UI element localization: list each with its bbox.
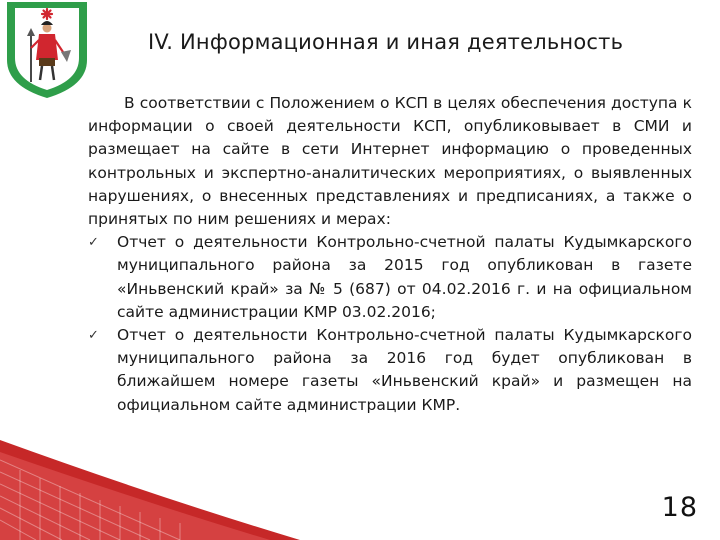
slide-title: IV. Информационная и иная деятельность — [148, 30, 624, 54]
coat-of-arms-icon — [1, 0, 93, 100]
corner-decoration — [0, 440, 360, 540]
body-text — [88, 92, 692, 417]
check-mark-icon: ✓ — [88, 235, 99, 251]
list-item — [88, 324, 692, 417]
check-mark-icon: ✓ — [88, 328, 99, 344]
intro-paragraph: В соответствии с Положением о КСП в целях обеспечения доступа к информации о своей деятельности КСП, опубликовывает в СМИ и размещает на сайте в сети Интернет информацию о проведенных контрольных и экспертно-аналитических мероприятиях, о выявленных нарушениях, о внесенных представлениях и предписаниях, а также о принятых по ним решениях и мерах: — [88, 94, 692, 229]
checklist — [88, 231, 692, 417]
list-item-text: Отчет о деятельности Контрольно-счетной палаты Кудымкарского муниципального района за 2016 год будет опубликован в ближайшем номере газеты «Иньвенский край» и размещен на официальном сайте администрации КМР. — [117, 326, 692, 414]
list-item-text: Отчет о деятельности Контрольно-счетной палаты Кудымкарского муниципального района за 2015 год опубликован в газете «Иньвенский край» за № 5 (687) от 04.02.2016 г. и на официальном сайте администрации КМР 03.02.2016; — [117, 233, 692, 321]
list-item — [88, 231, 692, 324]
page-number: 18 — [661, 492, 698, 523]
